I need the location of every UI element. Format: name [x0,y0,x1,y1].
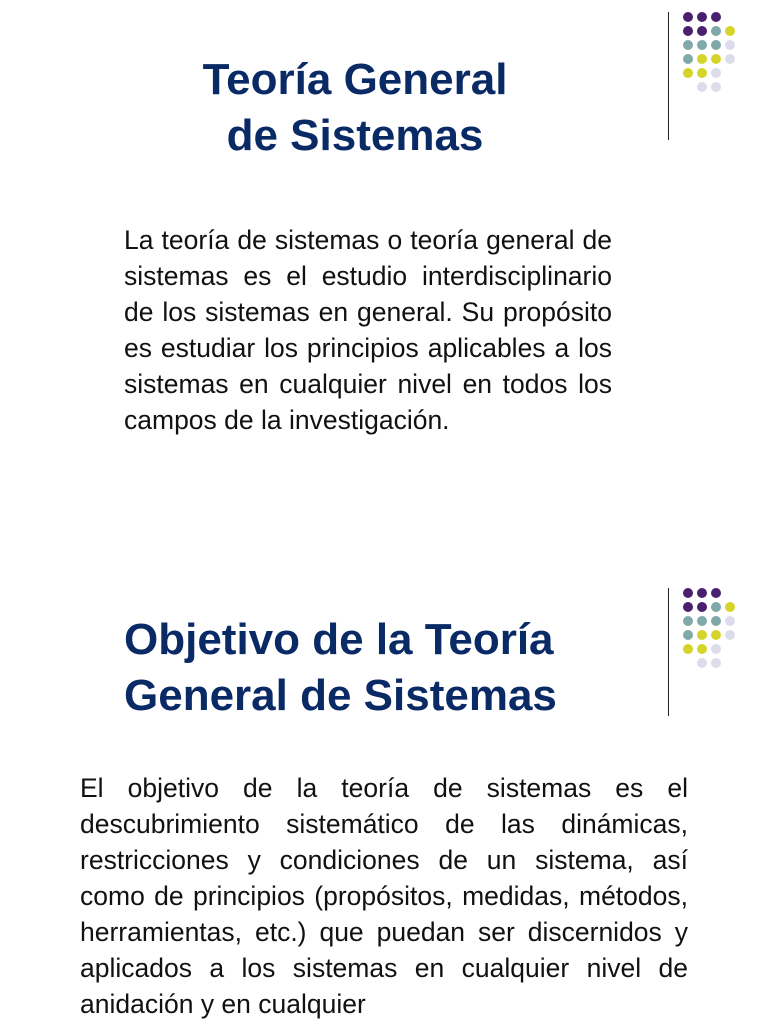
decorative-dot [697,68,707,78]
decorative-dot [711,40,721,50]
slide-2 [0,576,768,1024]
decorative-dot [711,588,721,598]
slide-1-title-line-1: Teoría General [202,55,508,104]
decorative-dot [697,12,707,22]
decorative-dot [711,12,721,22]
decorative-dot [711,602,721,612]
slide-1-title [150,52,560,164]
decorative-dot [711,54,721,64]
decorative-dot [683,26,693,36]
slide-1-body-text: La teoría de sistemas o teoría general de sistemas es el estudio interdisciplinario de los sistemas en general. Su propósito es estudiar los principios aplicables a los sistemas en cualquier nivel en todos los campos de la investigación. [124,225,612,435]
decorative-dot [697,630,707,640]
decorative-dot [683,54,693,64]
decorative-dot [683,588,693,598]
decorative-dot [711,26,721,36]
decorative-dot [725,26,735,36]
decorative-dot [725,616,735,626]
decorative-dot [697,40,707,50]
slide-2-title-line-1: Objetivo de la Teoría [124,615,554,664]
slide-2-title [124,612,644,724]
decorative-dot [697,658,707,668]
slide-2-body-text: El objetivo de la teoría de sistemas es el descubrimiento sistemático de las dinámicas, restricciones y condiciones de un sistema, así como de principios (propósitos, medidas, métodos, herramientas, etc.) que puedan ser discernidos y aplicados a los sistemas en cualquier nivel de anidación y en cualquier [80,773,688,1019]
decorative-dot [697,602,707,612]
decorative-dot [711,644,721,654]
decorative-dot [697,54,707,64]
decorative-dot [697,616,707,626]
decorative-dot [697,644,707,654]
decorative-dot [697,82,707,92]
decorative-dot [725,602,735,612]
decorative-dot [683,644,693,654]
decorative-dot [725,54,735,64]
decorative-dot [697,26,707,36]
decorative-dot [683,12,693,22]
decorative-dot [683,40,693,50]
slide-1-title-line-2: de Sistemas [226,111,484,160]
decorative-divider-line [668,12,669,140]
decorative-dot [711,616,721,626]
decorative-dot [711,658,721,668]
slide-2-title-line-2: General de Sistemas [124,671,557,720]
decorative-dot [683,630,693,640]
decorative-dot [683,68,693,78]
decorative-dot [683,616,693,626]
decorative-dot [683,602,693,612]
decorative-dot [711,68,721,78]
decorative-dot [725,40,735,50]
decorative-dot [711,630,721,640]
decorative-dot [697,588,707,598]
decorative-divider-line [668,588,669,716]
decorative-dot [725,630,735,640]
decorative-dot [711,82,721,92]
